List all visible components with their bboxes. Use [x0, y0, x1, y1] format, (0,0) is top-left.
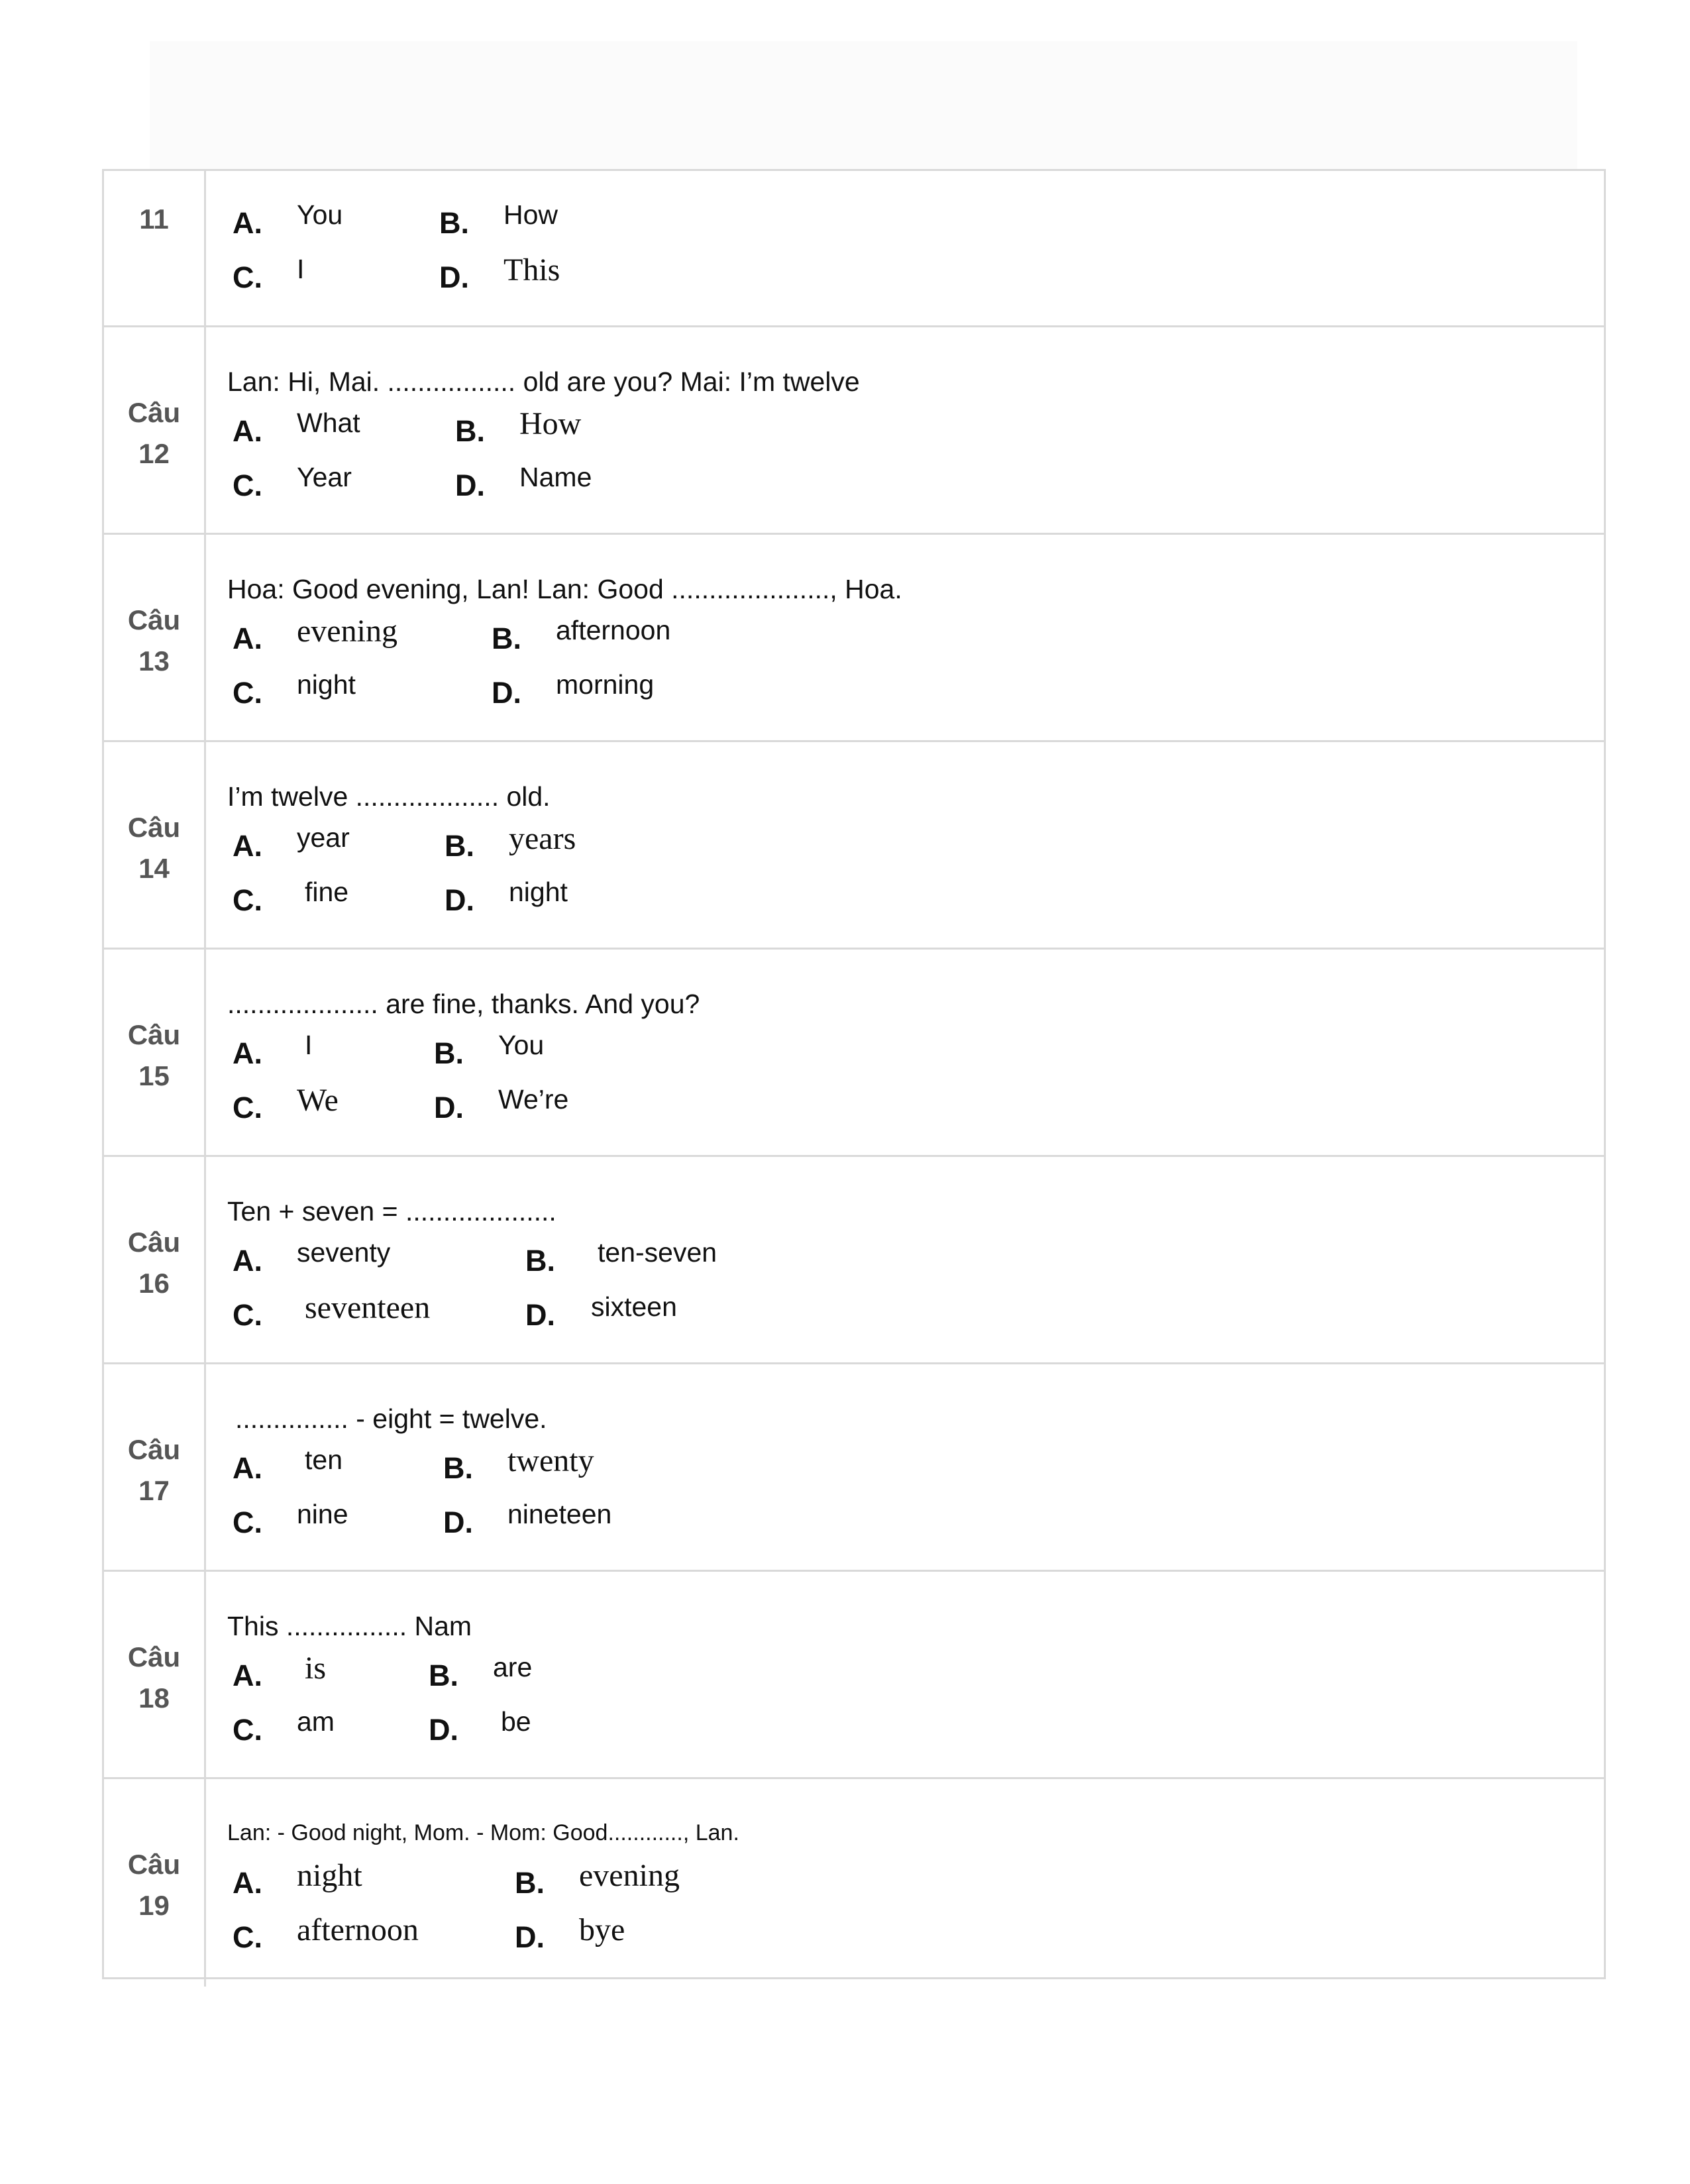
option-b[interactable]: How [519, 406, 582, 441]
option-letter-b: B. [525, 1244, 555, 1278]
question-prompt: This ................ Nam [227, 1611, 472, 1641]
option-d[interactable]: Name [519, 462, 592, 492]
question-number: 16 [138, 1268, 170, 1299]
question-number: 18 [138, 1682, 170, 1714]
question-row-19 [104, 1779, 1604, 1987]
question-number-cell [104, 950, 206, 1155]
option-letter-d: D. [492, 676, 521, 710]
option-letter-a: A. [233, 414, 262, 448]
question-number: 12 [138, 438, 170, 469]
option-letter-a: A. [233, 622, 262, 655]
question-row-17 [104, 1364, 1604, 1572]
question-label: Câu [127, 1434, 181, 1465]
option-letter-c: C. [233, 1298, 262, 1332]
question-prompt: Lan: Hi, Mai. ................. old are you? Mai: I’m twelve [227, 366, 860, 397]
question-label: Câu [127, 1849, 181, 1880]
option-a[interactable]: You [297, 199, 343, 230]
option-b[interactable]: evening [579, 1858, 680, 1893]
option-letter-a: A. [233, 1244, 262, 1278]
option-letter-b: B. [429, 1659, 458, 1692]
question-row-11 [104, 171, 1604, 327]
option-a[interactable]: is [305, 1651, 327, 1686]
option-c[interactable]: seventeen [305, 1290, 431, 1325]
page-header-band [150, 41, 1577, 170]
quiz-table [102, 169, 1606, 1979]
question-number-cell [104, 1157, 206, 1362]
option-b[interactable]: ten-seven [598, 1237, 717, 1268]
option-letter-d: D. [515, 1920, 545, 1954]
question-label: Câu [127, 604, 181, 635]
question-number: 19 [138, 1890, 170, 1921]
question-row-16 [104, 1157, 1604, 1364]
option-letter-b: B. [443, 1451, 473, 1485]
option-a[interactable]: night [297, 1858, 362, 1893]
option-a[interactable]: seventy [297, 1237, 391, 1268]
option-letter-c: C. [233, 1091, 262, 1124]
option-a[interactable]: evening [297, 614, 397, 649]
option-a[interactable]: year [297, 822, 350, 853]
question-prompt: Ten + seven = .................... [227, 1196, 556, 1227]
option-letter-a: A. [233, 1451, 262, 1485]
option-b[interactable]: How [503, 199, 558, 230]
option-letter-c: C. [233, 1920, 262, 1954]
option-d[interactable]: morning [556, 669, 655, 700]
option-letter-a: A. [233, 206, 262, 240]
question-number: 17 [138, 1475, 170, 1506]
option-letter-b: B. [445, 829, 474, 863]
option-d[interactable]: nineteen [507, 1499, 612, 1529]
question-number-cell [104, 742, 206, 948]
question-prompt: .................... are fine, thanks. And you? [227, 989, 700, 1019]
question-label: Câu [127, 1227, 181, 1258]
option-letter-c: C. [233, 676, 262, 710]
option-letter-d: D. [434, 1091, 464, 1124]
option-c[interactable]: am [297, 1706, 335, 1737]
question-row-13 [104, 535, 1604, 742]
option-b[interactable]: afternoon [556, 615, 671, 645]
option-letter-b: B. [492, 622, 521, 655]
option-a[interactable]: What [297, 408, 360, 438]
option-letter-a: A. [233, 1866, 262, 1900]
question-number-cell [104, 1572, 206, 1777]
question-row-14 [104, 742, 1604, 950]
option-letter-d: D. [429, 1713, 458, 1747]
question-label: Câu [127, 1641, 181, 1672]
option-letter-d: D. [525, 1298, 555, 1332]
question-prompt: ............... - eight = twelve. [235, 1403, 547, 1434]
question-row-18 [104, 1572, 1604, 1779]
option-letter-c: C. [233, 260, 262, 294]
option-letter-a: A. [233, 829, 262, 863]
option-b[interactable]: years [509, 821, 576, 856]
option-c[interactable]: fine [305, 877, 349, 907]
option-c[interactable]: We [297, 1083, 339, 1118]
option-a[interactable]: I [305, 1030, 313, 1060]
question-number: 13 [138, 645, 170, 677]
option-letter-d: D. [455, 468, 485, 502]
option-c[interactable]: nine [297, 1499, 348, 1529]
option-c[interactable]: Year [297, 462, 352, 492]
option-c[interactable]: night [297, 669, 356, 700]
question-number-cell [104, 1364, 206, 1570]
question-number-cell [104, 1779, 206, 1987]
question-row-15 [104, 950, 1604, 1157]
option-b[interactable]: are [493, 1652, 533, 1682]
option-c[interactable]: I [297, 254, 305, 284]
option-b[interactable]: You [498, 1030, 545, 1060]
option-letter-c: C. [233, 468, 262, 502]
question-number: 14 [138, 853, 170, 884]
question-number-cell [104, 327, 206, 533]
question-prompt: Hoa: Good evening, Lan! Lan: Good ....................., Hoa. [227, 574, 902, 604]
option-letter-b: B. [439, 206, 469, 240]
question-row-12 [104, 327, 1604, 535]
question-label: Câu [127, 812, 181, 843]
option-d[interactable]: We’re [498, 1084, 569, 1115]
option-letter-c: C. [233, 1505, 262, 1539]
option-letter-d: D. [439, 260, 469, 294]
option-c[interactable]: afternoon [297, 1912, 419, 1947]
option-letter-b: B. [455, 414, 485, 448]
option-d[interactable]: be [501, 1706, 531, 1737]
option-letter-a: A. [233, 1659, 262, 1692]
question-label: Câu [127, 397, 181, 428]
option-letter-b: B. [434, 1036, 464, 1070]
question-prompt: I’m twelve ................... old. [227, 781, 551, 812]
option-d[interactable]: bye [579, 1912, 625, 1947]
option-letter-b: B. [515, 1866, 545, 1900]
option-letter-d: D. [445, 883, 474, 917]
option-letter-a: A. [233, 1036, 262, 1070]
question-number-cell [104, 171, 206, 325]
option-d[interactable]: sixteen [591, 1291, 677, 1322]
option-letter-d: D. [443, 1505, 473, 1539]
option-a[interactable]: ten [305, 1445, 343, 1475]
option-letter-c: C. [233, 1713, 262, 1747]
question-number-cell [104, 535, 206, 740]
question-number: 15 [138, 1060, 170, 1091]
question-number: 11 [139, 203, 169, 235]
option-d[interactable]: night [509, 877, 568, 907]
option-d[interactable]: This [503, 252, 560, 288]
option-letter-c: C. [233, 883, 262, 917]
question-prompt: Lan: - Good night, Mom. - Mom: Good............, Lan. [227, 1820, 739, 1845]
question-label: Câu [127, 1019, 181, 1050]
option-b[interactable]: twenty [507, 1443, 594, 1478]
